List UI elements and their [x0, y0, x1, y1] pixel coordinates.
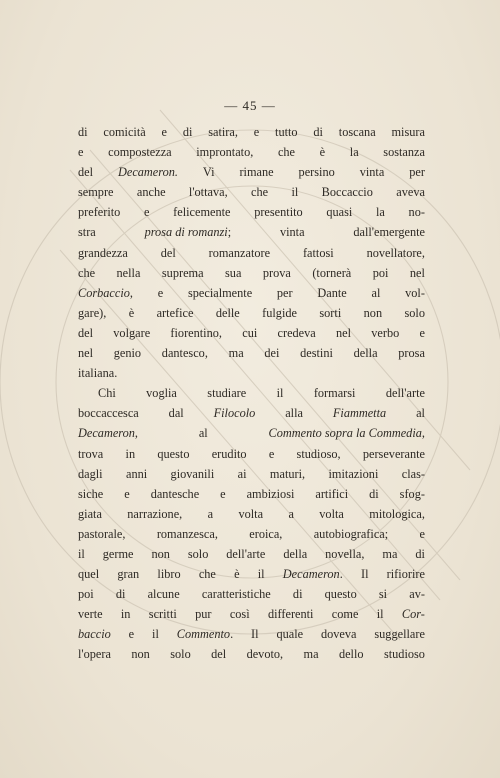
word: prova — [262, 265, 291, 280]
word: poi — [78, 587, 94, 602]
word: Decameron. — [282, 567, 343, 582]
word: a — [207, 506, 214, 521]
word: rifiorire — [386, 567, 425, 582]
word: per — [409, 165, 425, 180]
word: e — [157, 285, 164, 300]
word: satira, — [208, 125, 238, 139]
word: dagli — [78, 466, 103, 481]
word: baccio — [78, 627, 111, 642]
word: e — [128, 627, 135, 642]
text-line — [78, 162, 425, 182]
word: il — [152, 627, 159, 642]
word: novellatore, — [366, 245, 425, 260]
word: doveva — [320, 627, 357, 642]
word: e — [161, 125, 168, 139]
word: non — [363, 305, 383, 320]
page-number: — 45 — — [224, 98, 276, 113]
word: che — [78, 265, 96, 280]
word: verbo — [371, 325, 400, 340]
word: Decameron. — [117, 165, 178, 180]
word: av- — [409, 587, 425, 602]
word: Filocolo — [213, 406, 256, 421]
text-line — [78, 243, 425, 263]
word: fulgide — [262, 305, 297, 320]
word: Chi — [98, 386, 116, 401]
word: questo — [157, 446, 190, 461]
word: pastorale, — [78, 526, 126, 541]
text-line — [78, 122, 425, 142]
word: alcune — [147, 587, 180, 602]
word: il — [291, 185, 299, 200]
word: anni — [125, 466, 148, 481]
word: narrazione, — [127, 506, 183, 521]
word: è — [319, 145, 326, 160]
text-line — [78, 544, 425, 564]
word: Corbaccio, — [78, 285, 133, 300]
word: cui — [242, 325, 258, 340]
word: voglia — [146, 386, 177, 401]
word: del — [78, 165, 94, 180]
word: pur — [195, 607, 212, 622]
word: Commento sopra la Commedia, — [268, 426, 425, 441]
word: sempre — [78, 185, 114, 200]
word: maturi, — [269, 466, 306, 481]
word: vinta — [279, 225, 305, 240]
word: come — [331, 607, 359, 622]
word: e — [220, 486, 226, 501]
text-line — [78, 584, 425, 604]
word: dantesche — [150, 486, 200, 501]
text-line — [78, 423, 425, 443]
word: clas- — [401, 466, 425, 481]
word: nella — [116, 265, 141, 280]
word: genio — [113, 346, 142, 361]
word: formarsi — [313, 386, 356, 401]
word: in — [120, 607, 131, 622]
word: studiare — [207, 386, 247, 401]
word: che — [251, 185, 269, 200]
word: dello — [338, 647, 364, 662]
text-line — [78, 383, 425, 403]
text-line — [78, 604, 425, 624]
word: il — [276, 386, 284, 401]
word: quale — [276, 627, 304, 642]
word: Decameron, — [78, 426, 138, 441]
word: improntato, — [196, 145, 254, 160]
word: dell'arte — [226, 546, 266, 561]
word: che — [277, 145, 296, 160]
word: di — [313, 125, 323, 139]
word: di — [369, 486, 379, 501]
word: quel — [78, 567, 100, 582]
word: italiana. — [78, 366, 118, 381]
text-line — [78, 524, 425, 544]
word: romanzesca, — [156, 526, 218, 541]
word: al — [198, 426, 208, 441]
word: boccaccesca — [78, 406, 139, 421]
word: erudito — [211, 446, 247, 461]
word: e — [124, 486, 130, 501]
word: è — [234, 567, 240, 582]
word: questo — [324, 587, 357, 602]
word: è — [128, 305, 135, 320]
word: ma — [303, 647, 319, 662]
word: trova — [78, 446, 104, 461]
text-line — [78, 624, 425, 644]
word: vol- — [405, 285, 425, 300]
word: del — [160, 245, 176, 260]
text-line — [78, 504, 425, 524]
word: (tornerà — [312, 265, 352, 280]
word: al — [371, 285, 381, 300]
word: Commento. — [176, 627, 234, 642]
word: compostezza — [108, 145, 172, 160]
word: dell'arte — [385, 386, 425, 401]
word: vinta — [359, 165, 385, 180]
text-line — [78, 323, 425, 343]
word: dall'emergente — [353, 225, 425, 240]
word: caratteristiche — [201, 587, 271, 602]
word: la — [349, 145, 359, 160]
word: misura — [391, 125, 425, 139]
word: solo — [170, 647, 191, 662]
word: preferito — [78, 205, 121, 220]
word: per — [276, 285, 293, 300]
word: non — [151, 546, 170, 561]
word: eroica, — [249, 526, 283, 541]
text-line — [78, 202, 425, 222]
word: credeva — [277, 325, 316, 340]
word: a — [288, 506, 294, 521]
word: e — [78, 145, 84, 160]
word: suggellare — [374, 627, 425, 642]
word: della — [353, 346, 378, 361]
word: sua — [225, 265, 242, 280]
word: Cor- — [401, 607, 425, 622]
word: presentito — [254, 205, 303, 220]
text-line — [78, 182, 425, 202]
word: ma — [382, 546, 398, 561]
word: di — [115, 587, 126, 602]
word: fiorentino, — [170, 325, 222, 340]
word: del — [211, 647, 227, 662]
word: Dante — [317, 285, 347, 300]
text-line — [78, 484, 425, 504]
word: di — [78, 125, 88, 139]
word: stra — [78, 225, 96, 240]
word: devoto, — [246, 647, 284, 662]
text-line — [78, 403, 425, 423]
word: in — [125, 446, 136, 461]
word: no- — [408, 205, 425, 220]
text-line — [78, 644, 425, 664]
word: specialmente — [187, 285, 253, 300]
word: toscana — [338, 125, 376, 139]
word: dei — [264, 346, 280, 361]
word: della — [283, 546, 308, 561]
text-line — [78, 444, 425, 464]
word: grandezza — [78, 245, 128, 260]
word: autobiografica; — [313, 526, 389, 541]
word: e — [419, 526, 425, 541]
word: artifici — [315, 486, 349, 501]
word: volta — [238, 506, 264, 521]
word: sostanza — [383, 145, 425, 160]
word: ma — [228, 346, 244, 361]
word: così — [229, 607, 250, 622]
word: il — [376, 607, 384, 622]
body-text — [78, 122, 425, 665]
word: al — [416, 406, 425, 421]
word: solo — [404, 305, 425, 320]
text-line — [78, 283, 425, 303]
word: Il — [251, 627, 259, 642]
word: differenti — [267, 607, 314, 622]
word: Il — [360, 567, 369, 582]
word: ai — [237, 466, 247, 481]
word: siche — [78, 486, 104, 501]
word: nel — [78, 346, 94, 361]
word: ambiziosi — [246, 486, 295, 501]
word: libro — [157, 567, 181, 582]
word: volgare — [113, 325, 151, 340]
word: l'ottava, — [188, 185, 228, 200]
word: delle — [215, 305, 240, 320]
word: imitazioni — [328, 466, 379, 481]
text-line — [78, 343, 425, 363]
word: non — [131, 647, 150, 662]
word: perseverante — [362, 446, 425, 461]
word: di — [415, 546, 425, 561]
text-line — [78, 303, 425, 323]
word: prosa — [398, 346, 425, 361]
word: aveva — [396, 185, 425, 200]
word: germe — [102, 546, 134, 561]
word: sfog- — [399, 486, 425, 501]
word: suprema — [161, 265, 204, 280]
word: e — [144, 205, 150, 220]
word: rimane — [239, 165, 274, 180]
word: sorti — [319, 305, 342, 320]
word: studioso, — [296, 446, 341, 461]
text-line — [78, 464, 425, 484]
word: di — [292, 587, 303, 602]
word: novella, — [325, 546, 365, 561]
word: del — [78, 325, 94, 340]
word: destini — [300, 346, 333, 361]
word: di — [182, 125, 193, 139]
word: gran — [117, 567, 140, 582]
word: quasi — [326, 205, 353, 220]
word: e — [253, 125, 260, 139]
word: scritti — [148, 607, 177, 622]
word: Boccaccio — [321, 185, 373, 200]
word: giata — [78, 506, 102, 521]
word: il — [78, 546, 85, 561]
word: poi — [372, 265, 389, 280]
text-line — [78, 564, 425, 584]
word: solo — [187, 546, 209, 561]
word: dal — [168, 406, 184, 421]
word: alla — [285, 406, 303, 421]
word: tutto — [275, 125, 298, 139]
word: verte — [78, 607, 103, 622]
text-line — [78, 142, 425, 162]
word: anche — [136, 185, 166, 200]
word: volta — [319, 506, 344, 521]
text-line — [78, 222, 425, 242]
word: fattosi — [302, 245, 334, 260]
word: Vi — [202, 165, 215, 180]
word: giovanili — [170, 466, 215, 481]
word: romanzatore — [208, 245, 271, 260]
word: il — [257, 567, 265, 582]
text-line — [78, 363, 425, 383]
word: felicemente — [173, 205, 231, 220]
word: la — [376, 205, 385, 220]
word: si — [378, 587, 388, 602]
word: prosa di romanzi; — [144, 225, 232, 240]
word: studioso — [383, 647, 425, 662]
text-line — [78, 263, 425, 283]
word: comicità — [103, 125, 146, 139]
word: l'opera — [78, 647, 111, 662]
word: gare), — [78, 305, 107, 320]
word: mitologica, — [369, 506, 425, 521]
word: e — [419, 325, 425, 340]
word: artefice — [156, 305, 194, 320]
word: che — [198, 567, 216, 582]
word: nel — [409, 265, 425, 280]
word: e — [268, 446, 275, 461]
word: Fiammetta — [332, 406, 387, 421]
word: dantesco, — [161, 346, 208, 361]
word: nel — [336, 325, 352, 340]
word: persino — [298, 165, 335, 180]
